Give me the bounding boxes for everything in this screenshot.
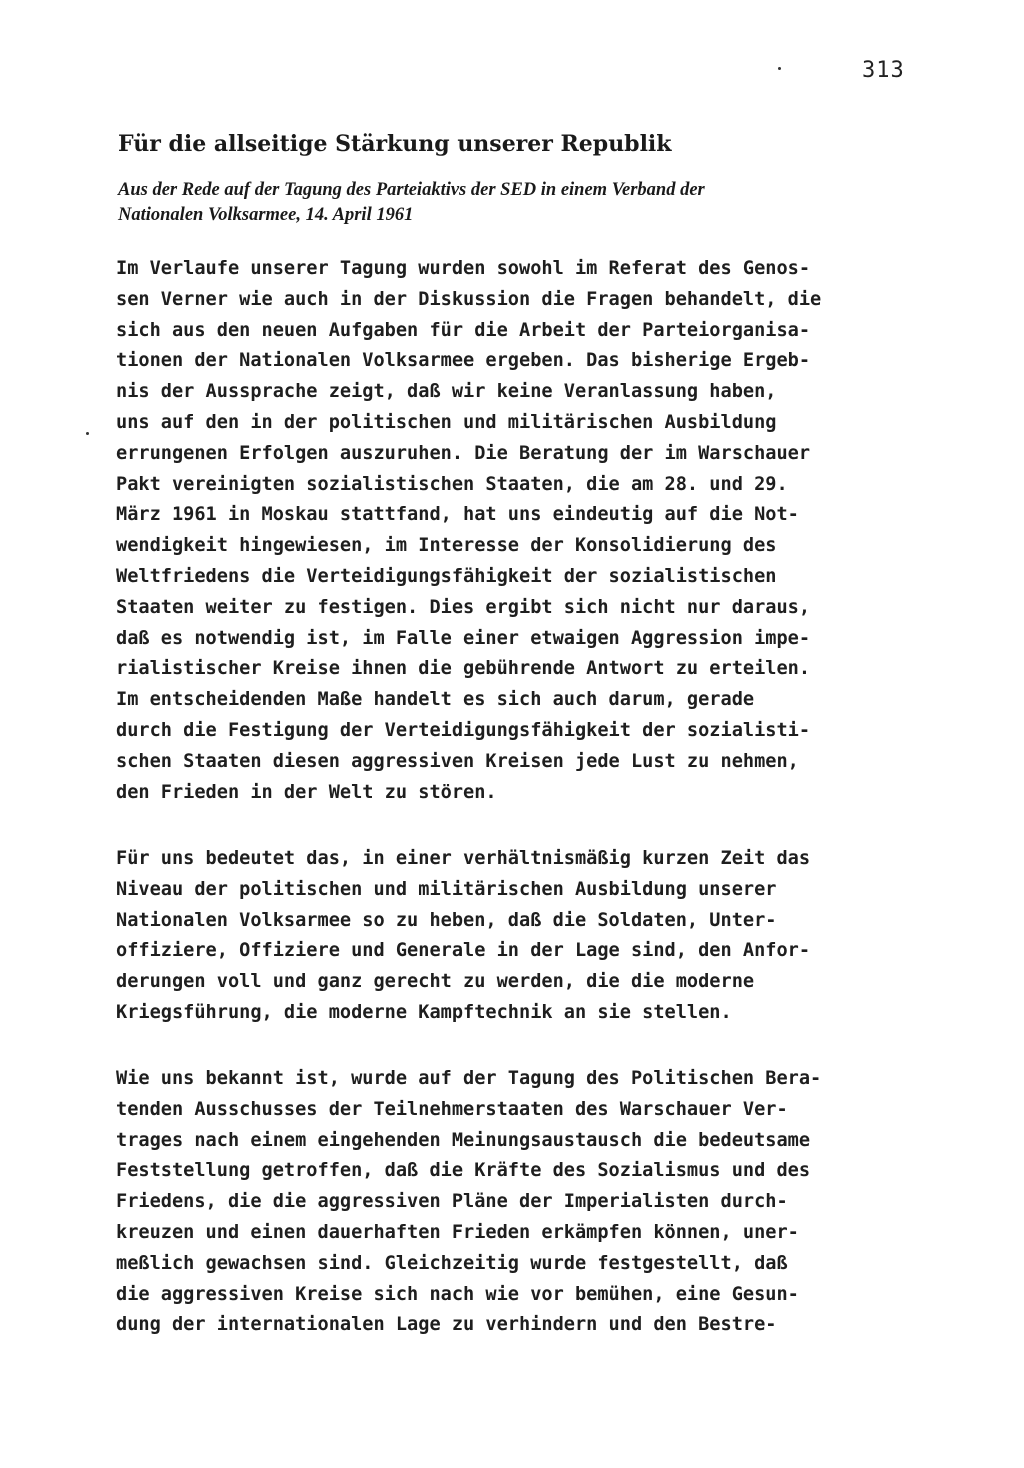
text-line: tionen der Nationalen Volksarmee ergeben. Das bisherige Ergeb- <box>116 350 811 372</box>
text-line: errungenen Erfolgen auszuruhen. Die Beratung der im Warschauer <box>116 442 811 464</box>
text-line: Kriegsführung, die moderne Kampftechnik an sie stellen. <box>116 1001 732 1023</box>
text-line: sich aus den neuen Aufgaben für die Arbeit der Parteiorganisa- <box>116 319 811 341</box>
text-line: trages nach einem eingehenden Meinungsaustausch die bedeutsame <box>116 1129 811 1151</box>
text-line: Wie uns bekannt ist, wurde auf der Tagung des Politischen Bera- <box>116 1068 822 1089</box>
text-line: Nationalen Volksarmee so zu heben, daß die Soldaten, Unter- <box>116 909 777 931</box>
text-line: durch die Festigung der Verteidigungsfähigkeit der sozialisti- <box>116 719 811 741</box>
text-line: Weltfriedens die Verteidigungsfähigkeit der sozialistischen <box>116 565 777 587</box>
chapter-subtitle <box>118 178 818 228</box>
subtitle-line: Aus der Rede auf der Tagung des Parteiaktivs der SED in einem Verband der <box>118 180 705 200</box>
text-line: Im entscheidenden Maße handelt es sich auch darum, gerade <box>116 689 755 711</box>
text-line: Für uns bedeutet das, in einer verhältnismäßig kurzen Zeit das <box>116 848 811 869</box>
paragraph-1 <box>116 254 916 808</box>
text-line: den Frieden in der Welt zu stören. <box>116 781 497 803</box>
text-line: nis der Aussprache zeigt, daß wir keine Veranlassung haben, <box>116 381 777 403</box>
text-line: Friedens, die die aggressiven Pläne der Imperialisten durch- <box>116 1191 788 1213</box>
text-line: Niveau der politischen und militärischen Ausbildung unserer <box>116 878 777 900</box>
text-line: sen Verner wie auch in der Diskussion die Fragen behandelt, die <box>116 288 822 310</box>
text-line: schen Staaten diesen aggressiven Kreisen jede Lust zu nehmen, <box>116 750 799 772</box>
chapter-title: Für die allseitige Stärkung unserer Republik <box>118 131 672 157</box>
text-line: Staaten weiter zu festigen. Dies ergibt sich nicht nur daraus, <box>116 596 811 618</box>
text-line: offiziere, Offiziere und Generale in der Lage sind, den Anfor- <box>116 940 811 962</box>
page-number: 313 <box>862 58 905 83</box>
text-line: Feststellung getroffen, daß die Kräfte des Sozialismus und des <box>116 1160 811 1182</box>
scan-speck <box>778 67 781 70</box>
text-line: uns auf den in der politischen und militärischen Ausbildung <box>116 411 777 433</box>
text-line: meßlich gewachsen sind. Gleichzeitig wurde festgestellt, daß <box>116 1252 788 1274</box>
text-line: wendigkeit hingewiesen, im Interesse der Konsolidierung des <box>116 535 777 557</box>
paragraph-3 <box>116 1064 916 1341</box>
text-line: März 1961 in Moskau stattfand, hat uns eindeutig auf die Not- <box>116 504 799 526</box>
text-line: derungen voll und ganz gerecht zu werden, die die moderne <box>116 971 755 993</box>
text-line: rialistischer Kreise ihnen die gebührende Antwort zu erteilen. <box>116 658 811 680</box>
text-line: Pakt vereinigten sozialistischen Staaten, die am 28. und 29. <box>116 473 788 495</box>
text-line: tenden Ausschusses der Teilnehmerstaaten des Warschauer Ver- <box>116 1098 788 1120</box>
scan-speck <box>86 432 89 435</box>
text-line: Im Verlaufe unserer Tagung wurden sowohl im Referat des Genos- <box>116 258 811 279</box>
paragraph-2 <box>116 844 916 1029</box>
text-line: kreuzen und einen dauerhaften Frieden erkämpfen können, uner- <box>116 1221 799 1243</box>
text-line: die aggressiven Kreise sich nach wie vor bemühen, eine Gesun- <box>116 1283 799 1305</box>
text-line: dung der internationalen Lage zu verhindern und den Bestre- <box>116 1314 777 1336</box>
subtitle-line: Nationalen Volksarmee, 14. April 1961 <box>118 205 414 225</box>
text-line: daß es notwendig ist, im Falle einer etwaigen Aggression impe- <box>116 627 811 649</box>
